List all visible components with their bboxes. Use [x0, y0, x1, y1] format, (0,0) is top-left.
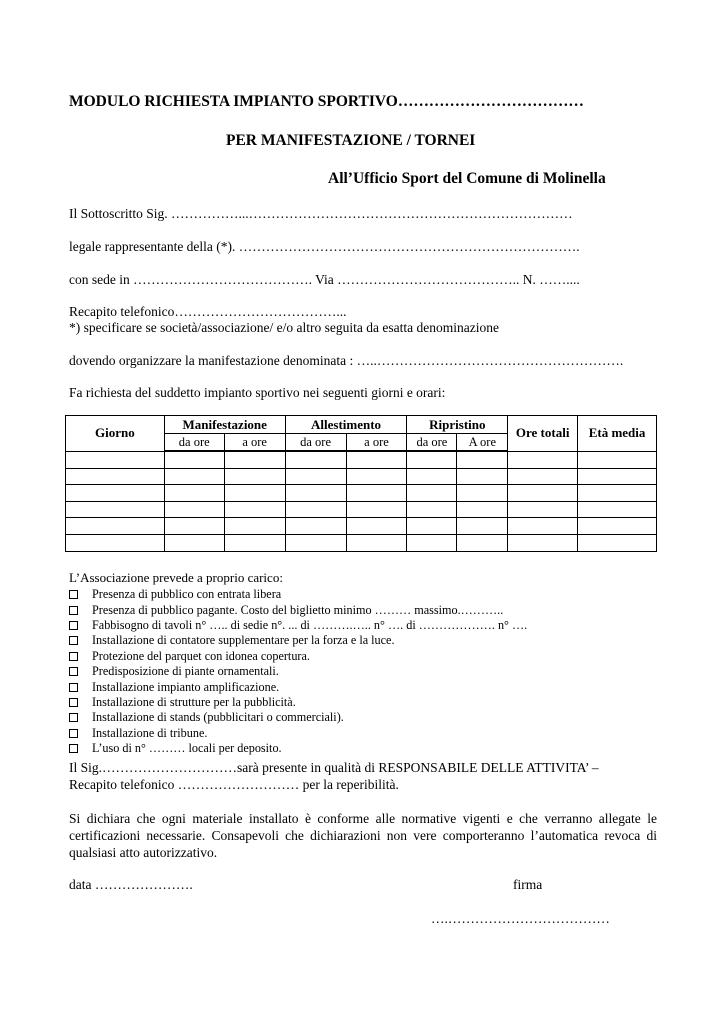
checklist-item [69, 587, 527, 602]
subheader-manifestazione-a: a ore [224, 434, 285, 452]
checklist-item-label: Fabbisogno di tavoli n° ….. di sedie n°. ... di ……….….. n° …. di ………………. n° …. [92, 617, 528, 632]
checkbox[interactable] [69, 621, 78, 630]
header-eta-media: Età media [578, 416, 657, 452]
table-cell[interactable] [508, 501, 578, 518]
table-cell[interactable] [285, 451, 346, 468]
table-cell[interactable] [164, 501, 224, 518]
recipient-line: All’Ufficio Sport del Comune di Molinella [328, 170, 606, 187]
table-cell[interactable] [407, 451, 457, 468]
table-row [66, 534, 657, 551]
table-cell[interactable] [578, 468, 657, 485]
checkbox[interactable] [69, 729, 78, 738]
checklist-intro: L’Associazione prevede a proprio carico: [69, 570, 283, 585]
checklist-item [69, 618, 527, 633]
table-cell[interactable] [224, 468, 285, 485]
firma-label: firma [513, 877, 543, 892]
table-cell[interactable] [164, 468, 224, 485]
form-subtitle: PER MANIFESTAZIONE / TORNEI [226, 132, 476, 149]
table-cell[interactable] [66, 451, 165, 468]
table-cell[interactable] [66, 534, 165, 551]
firma-line[interactable]: ….……………………………… [431, 911, 610, 926]
checklist-item-label: Predisposizione di piante ornamentali. [92, 664, 279, 679]
responsabile-recapito-line[interactable]: Recapito telefonico ……………………… per la reperibilità. [69, 777, 399, 792]
table-row [66, 501, 657, 518]
subheader-ripristino-a: A ore [457, 434, 508, 452]
table-cell[interactable] [457, 451, 508, 468]
table-cell[interactable] [285, 485, 346, 502]
checklist-item-label: Presenza di pubblico con entrata libera [92, 587, 282, 602]
table-cell[interactable] [285, 518, 346, 535]
table-cell[interactable] [164, 518, 224, 535]
table-cell[interactable] [508, 468, 578, 485]
checkbox[interactable] [69, 606, 78, 615]
table-cell[interactable] [346, 451, 407, 468]
form-title: MODULO RICHIESTA IMPIANTO SPORTIVO……………………………… [69, 93, 584, 110]
table-cell[interactable] [346, 534, 407, 551]
subheader-allestimento-a: a ore [346, 434, 407, 452]
checkbox[interactable] [69, 698, 78, 707]
header-giorno: Giorno [66, 416, 165, 452]
header-allestimento: Allestimento [285, 416, 407, 434]
header-manifestazione: Manifestazione [164, 416, 285, 434]
checklist-item [69, 695, 527, 710]
recapito-telefonico-field[interactable]: Recapito telefonico………………………………... [69, 304, 347, 319]
table-cell[interactable] [578, 451, 657, 468]
legale-rappresentante-field[interactable]: legale rappresentante della (*). …………………………………………………………………. [69, 239, 580, 254]
responsabile-line[interactable]: Il Sig.…………………………sarà presente in qualità di RESPONSABILE DELLE ATTIVITA’ – [69, 760, 599, 775]
checkbox[interactable] [69, 744, 78, 753]
checklist-item [69, 649, 527, 664]
table-cell[interactable] [164, 534, 224, 551]
checklist [69, 570, 527, 756]
table-row [66, 485, 657, 502]
checklist-item-label: Protezione del parquet con idonea copertura. [92, 648, 310, 663]
checklist-item [69, 741, 527, 756]
table-row [66, 518, 657, 535]
subheader-ripristino-da: da ore [407, 434, 457, 452]
checkbox[interactable] [69, 652, 78, 661]
checkbox[interactable] [69, 667, 78, 676]
table-cell[interactable] [508, 534, 578, 551]
checklist-item [69, 710, 527, 725]
checkbox[interactable] [69, 636, 78, 645]
table-cell[interactable] [66, 501, 165, 518]
sottoscritto-field[interactable]: Il Sottoscritto Sig. ……………...……………………………………………………………… [69, 206, 573, 221]
checklist-item [69, 602, 527, 617]
table-cell[interactable] [66, 518, 165, 535]
header-ore-totali: Ore totali [508, 416, 578, 452]
note-text: *) specificare se società/associazione/ e/o altro seguita da esatta denominazione [69, 320, 499, 335]
table-row [66, 451, 657, 468]
subheader-manifestazione-da: da ore [164, 434, 224, 452]
table-cell[interactable] [224, 534, 285, 551]
table-cell[interactable] [224, 485, 285, 502]
table-cell[interactable] [457, 534, 508, 551]
table-cell[interactable] [66, 468, 165, 485]
table-cell[interactable] [224, 451, 285, 468]
checkbox[interactable] [69, 683, 78, 692]
table-cell[interactable] [285, 534, 346, 551]
richiesta-text: Fa richiesta del suddetto impianto sportivo nei seguenti giorni e orari: [69, 385, 446, 400]
checklist-item-label: Installazione impianto amplificazione. [92, 679, 280, 694]
table-cell[interactable] [66, 485, 165, 502]
table-cell[interactable] [285, 468, 346, 485]
checklist-item-label: Installazione di strutture per la pubblicità. [92, 694, 296, 709]
table-cell[interactable] [508, 451, 578, 468]
table-cell[interactable] [346, 501, 407, 518]
table-cell[interactable] [164, 451, 224, 468]
table-cell[interactable] [578, 501, 657, 518]
table-cell[interactable] [407, 485, 457, 502]
table-cell[interactable] [346, 468, 407, 485]
subheader-allestimento-da: da ore [285, 434, 346, 452]
checklist-item [69, 679, 527, 694]
table-cell[interactable] [407, 501, 457, 518]
checkbox[interactable] [69, 590, 78, 599]
table-cell[interactable] [578, 485, 657, 502]
checkbox[interactable] [69, 713, 78, 722]
checklist-item-label: Installazione di stands (pubblicitari o commerciali). [92, 710, 344, 725]
table-cell[interactable] [346, 485, 407, 502]
table-cell[interactable] [508, 518, 578, 535]
checklist-item [69, 664, 527, 679]
table-cell[interactable] [224, 518, 285, 535]
sede-field[interactable]: con sede in …………………………………. Via ………………………………….. N. …….... [69, 272, 580, 287]
table-cell[interactable] [224, 501, 285, 518]
table-cell[interactable] [578, 534, 657, 551]
table-row [66, 468, 657, 485]
table-cell[interactable] [457, 501, 508, 518]
table-cell[interactable] [164, 485, 224, 502]
data-field[interactable]: data …………………. [69, 877, 193, 892]
header-ripristino: Ripristino [407, 416, 508, 434]
table-cell[interactable] [407, 518, 457, 535]
schedule-table [65, 415, 657, 552]
table-cell[interactable] [346, 518, 407, 535]
table-cell[interactable] [457, 485, 508, 502]
table-cell[interactable] [457, 518, 508, 535]
checklist-item-label: Installazione di contatore supplementare per la forza e la luce. [92, 633, 395, 648]
manifestazione-field[interactable]: dovendo organizzare la manifestazione denominata : …..………………………………………………. [69, 353, 624, 368]
checklist-item [69, 726, 527, 741]
table-cell[interactable] [457, 468, 508, 485]
table-cell[interactable] [407, 534, 457, 551]
table-cell[interactable] [407, 468, 457, 485]
table-cell[interactable] [285, 501, 346, 518]
checklist-item-label: Presenza di pubblico pagante. Costo del biglietto minimo ……… massimo.……….. [92, 602, 504, 617]
dichiarazione-paragraph: Si dichiara che ogni materiale installato è conforme alle normative vigenti e che verranno allegate le certificazioni necessarie. Consapevoli che dichiarazioni non vere comporteranno l’automatica revoca di qualsiasi atto autorizzativo. [69, 811, 657, 860]
table-cell[interactable] [508, 485, 578, 502]
checklist-item-label: L’uso di n° ……… locali per deposito. [92, 741, 282, 756]
table-cell[interactable] [578, 518, 657, 535]
checklist-item-label: Installazione di tribune. [92, 725, 208, 740]
checklist-item [69, 633, 527, 648]
